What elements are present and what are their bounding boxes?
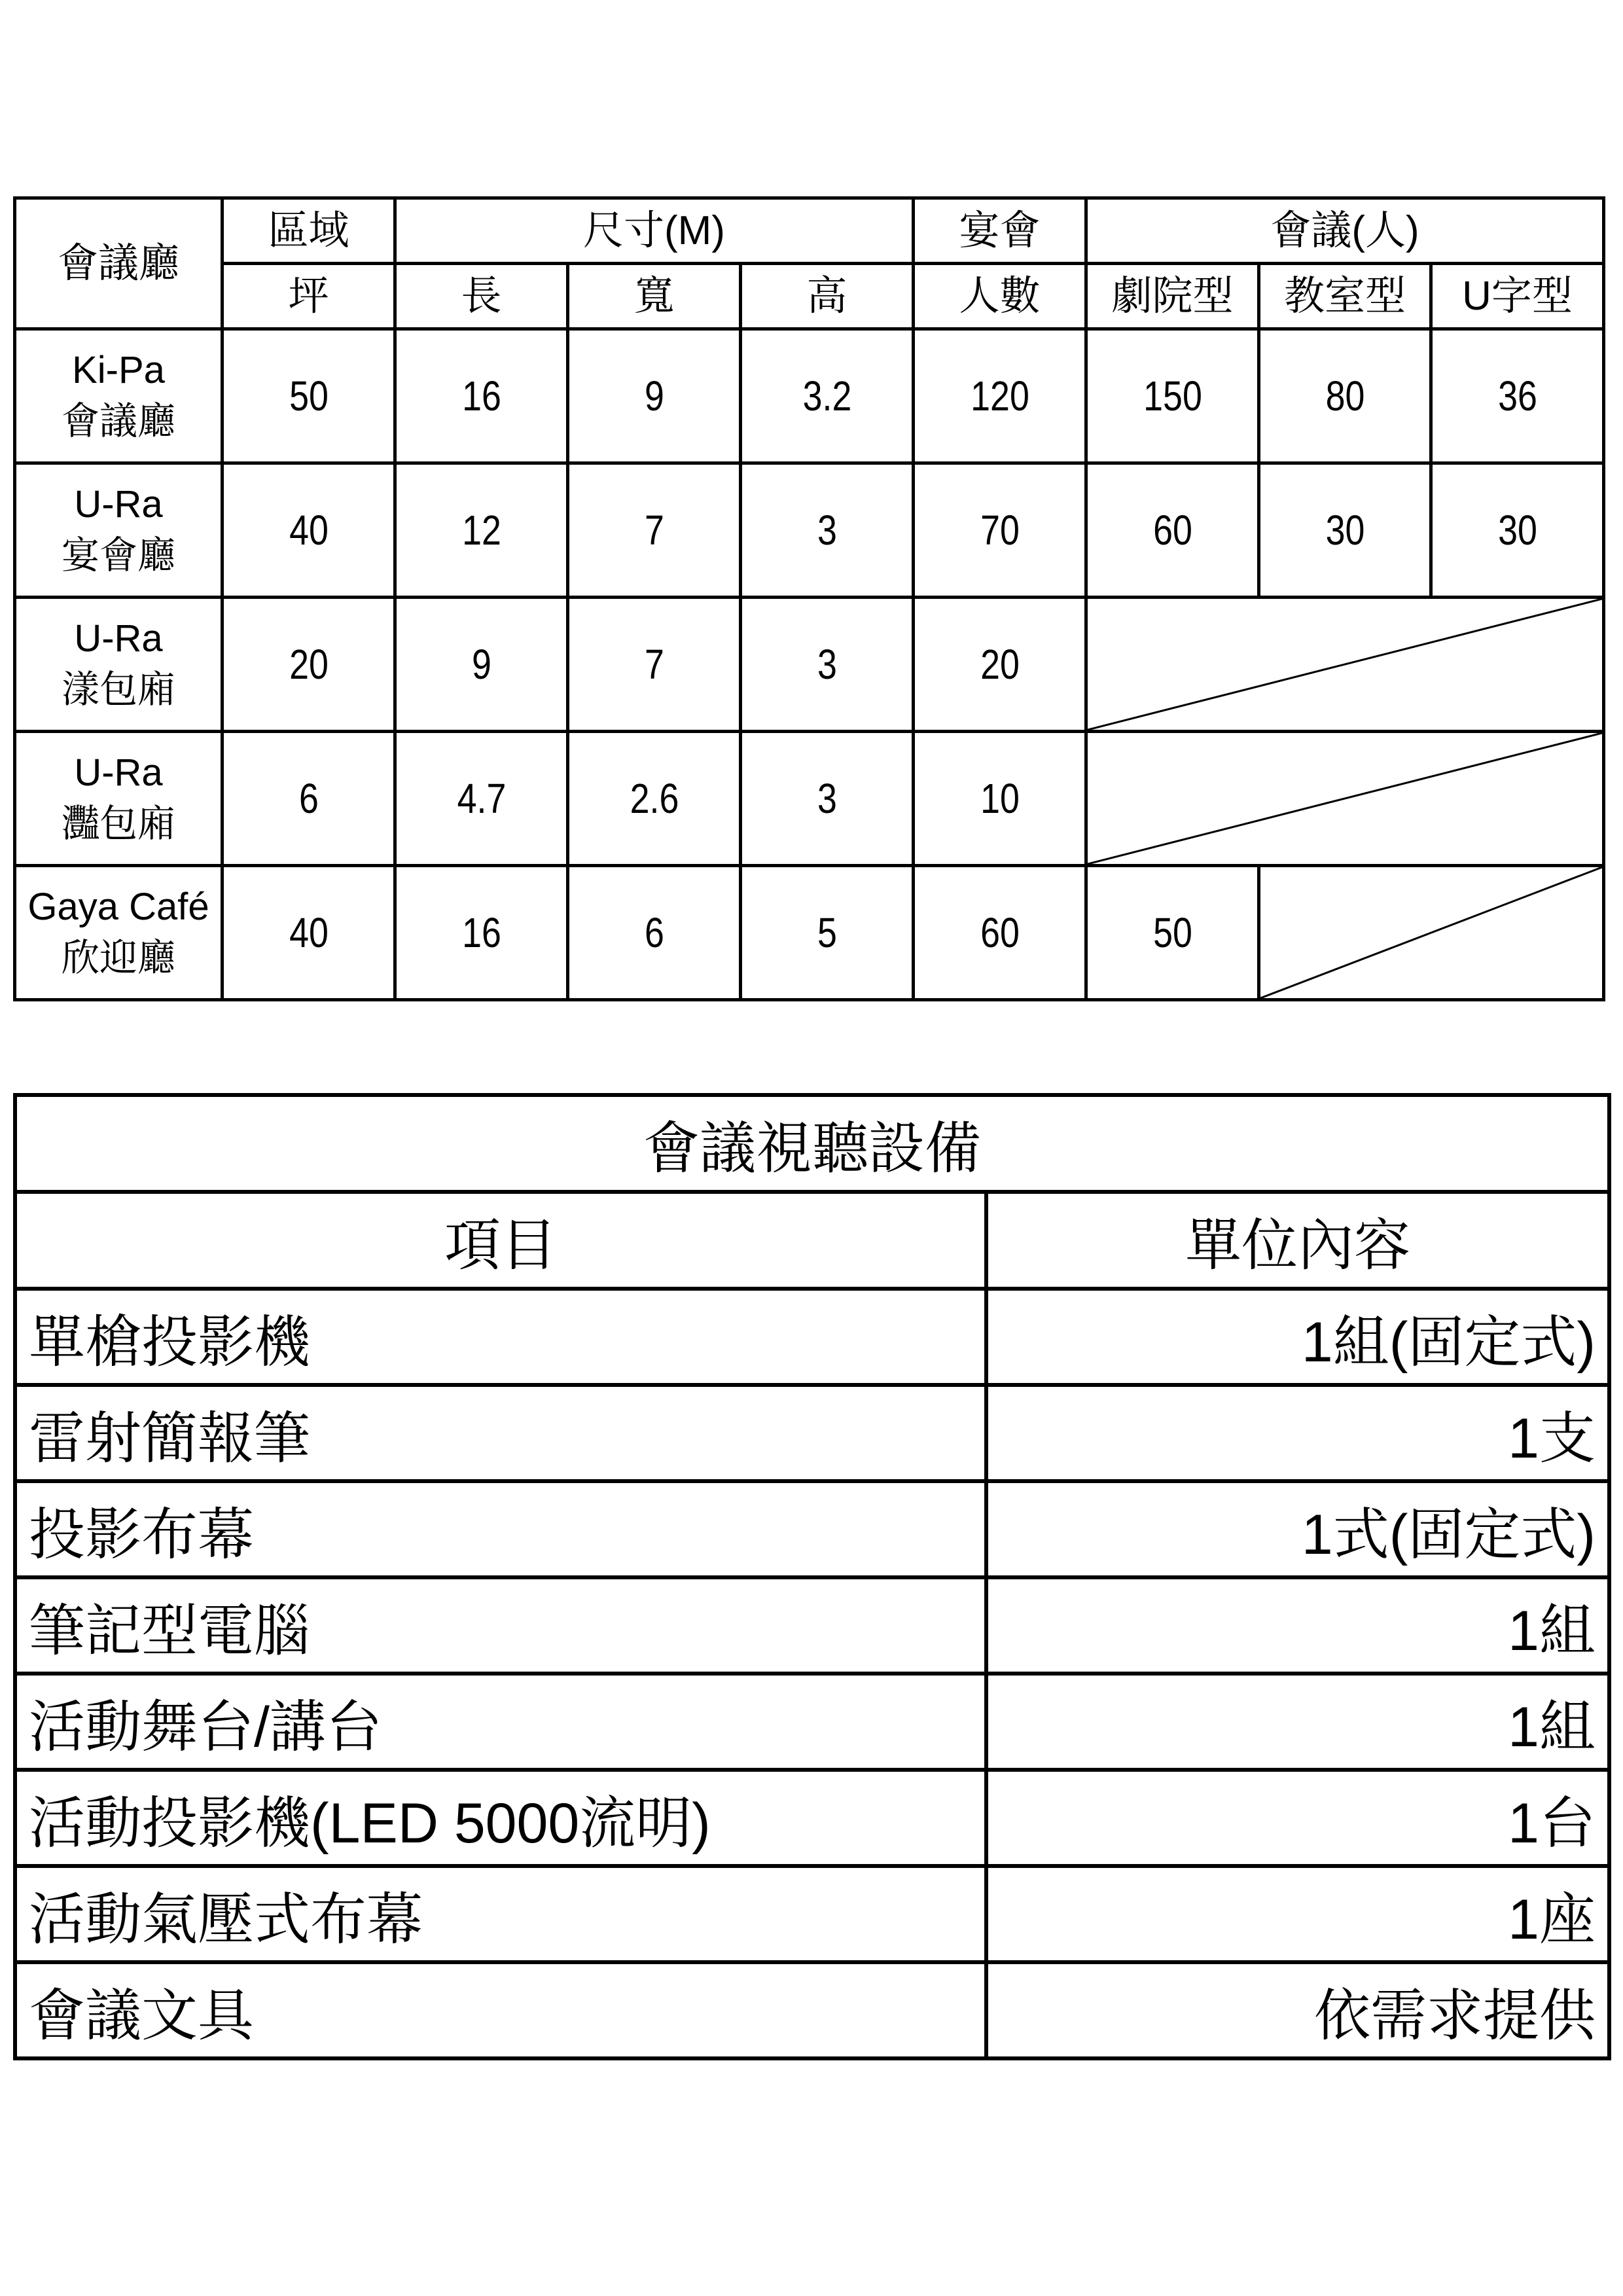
table-row xyxy=(15,1289,1609,1385)
room-name-line1: U-Ra xyxy=(74,617,163,660)
equipment-unit: 1台 xyxy=(986,1770,1609,1866)
table-row xyxy=(15,329,1604,463)
cell-length: 4.7 xyxy=(409,732,554,866)
cell-banquet: 20 xyxy=(927,598,1073,732)
diagonal-slash-line xyxy=(1088,599,1602,730)
cell-length: 12 xyxy=(409,463,554,598)
room-name-line1: U-Ra xyxy=(74,482,163,526)
cell-classroom: 80 xyxy=(1273,329,1418,463)
equipment-unit: 1座 xyxy=(986,1866,1609,1962)
room-name-line2: 會議廳 xyxy=(61,400,175,442)
room-name xyxy=(15,598,223,732)
equipment-name: 筆記型電腦 xyxy=(15,1577,986,1674)
room-name-line2: 灩包廂 xyxy=(61,802,175,845)
room-name-line1: U-Ra xyxy=(74,751,163,794)
cell-length: 16 xyxy=(409,866,554,1000)
equipment-unit: 1支 xyxy=(986,1385,1609,1481)
equipment-name: 活動氣壓式布幕 xyxy=(15,1866,986,1962)
header-theater: 劇院型 xyxy=(1086,264,1259,329)
cell-area: 40 xyxy=(236,866,382,1000)
table-row xyxy=(15,1866,1609,1962)
not-applicable-cell xyxy=(1086,732,1604,866)
meeting-room-spec-table xyxy=(13,196,1605,1001)
cell-theater: 50 xyxy=(1100,866,1245,1000)
cell-banquet: 120 xyxy=(927,329,1073,463)
header-room: 會議廳 xyxy=(15,198,223,329)
equipment-name: 活動舞台/講台 xyxy=(15,1674,986,1770)
column-header-item: 項目 xyxy=(15,1192,986,1289)
cell-banquet: 70 xyxy=(927,463,1073,598)
equipment-unit: 1組(固定式) xyxy=(986,1289,1609,1385)
cell-width: 9 xyxy=(582,329,727,463)
cell-width: 7 xyxy=(582,598,727,732)
table-row xyxy=(15,1577,1609,1674)
room-name xyxy=(15,732,223,866)
header-area: 區域 xyxy=(223,198,395,264)
header-area-unit: 坪 xyxy=(223,264,395,329)
cell-height: 5 xyxy=(755,866,900,1000)
equipment-name: 單槍投影機 xyxy=(15,1289,986,1385)
cell-area: 50 xyxy=(236,329,382,463)
diagonal-slash-line xyxy=(1088,733,1602,864)
cell-height: 3 xyxy=(755,732,900,866)
cell-width: 7 xyxy=(582,463,727,598)
diagonal-slash-line xyxy=(1260,867,1602,998)
equipment-unit: 1組 xyxy=(986,1577,1609,1674)
table-row xyxy=(15,1674,1609,1770)
header-width: 寬 xyxy=(568,264,741,329)
header-banquet-people: 人數 xyxy=(914,264,1086,329)
cell-u-shape: 36 xyxy=(1445,329,1590,463)
cell-u-shape: 30 xyxy=(1445,463,1590,598)
room-name-line2: 漾包廂 xyxy=(61,668,175,711)
room-name-line2: 宴會廳 xyxy=(61,534,175,577)
equipment-name: 活動投影機(LED 5000流明) xyxy=(15,1770,986,1866)
equipment-unit: 1式(固定式) xyxy=(986,1481,1609,1577)
header-size: 尺寸(M) xyxy=(395,198,914,264)
not-applicable-cell xyxy=(1259,866,1604,1000)
not-applicable-cell xyxy=(1086,598,1604,732)
table-row xyxy=(15,1962,1609,2058)
room-name-line2: 欣迎廳 xyxy=(61,937,175,979)
av-equipment-table xyxy=(13,1093,1611,2060)
header-banquet: 宴會 xyxy=(914,198,1086,264)
cell-area: 6 xyxy=(236,732,382,866)
table-row xyxy=(15,1481,1609,1577)
equipment-unit: 依需求提供 xyxy=(986,1962,1609,2058)
equipment-name: 投影布幕 xyxy=(15,1481,986,1577)
table-row xyxy=(15,1385,1609,1481)
column-header-unit: 單位內容 xyxy=(986,1192,1609,1289)
cell-theater: 150 xyxy=(1100,329,1245,463)
room-name-line1: Gaya Café xyxy=(27,885,209,928)
room-name xyxy=(15,866,223,1000)
cell-banquet: 10 xyxy=(927,732,1073,866)
equipment-table-title: 會議視聽設備 xyxy=(15,1095,1609,1192)
cell-length: 16 xyxy=(409,329,554,463)
cell-theater: 60 xyxy=(1100,463,1245,598)
cell-height: 3 xyxy=(755,463,900,598)
table-row xyxy=(15,598,1604,732)
cell-banquet: 60 xyxy=(927,866,1073,1000)
table-row xyxy=(15,732,1604,866)
header-u-shape: U字型 xyxy=(1431,264,1604,329)
equipment-name: 雷射簡報筆 xyxy=(15,1385,986,1481)
header-length: 長 xyxy=(395,264,568,329)
cell-height: 3 xyxy=(755,598,900,732)
room-name xyxy=(15,329,223,463)
equipment-unit: 1組 xyxy=(986,1674,1609,1770)
header-meeting: 會議(人) xyxy=(1086,198,1604,264)
cell-width: 6 xyxy=(582,866,727,1000)
cell-area: 40 xyxy=(236,463,382,598)
cell-height: 3.2 xyxy=(755,329,900,463)
equipment-name: 會議文具 xyxy=(15,1962,986,2058)
table-row xyxy=(15,1770,1609,1866)
header-classroom: 教室型 xyxy=(1259,264,1431,329)
cell-width: 2.6 xyxy=(582,732,727,866)
table-row xyxy=(15,463,1604,598)
header-height: 高 xyxy=(741,264,914,329)
cell-classroom: 30 xyxy=(1273,463,1418,598)
cell-area: 20 xyxy=(236,598,382,732)
cell-length: 9 xyxy=(409,598,554,732)
table-row xyxy=(15,866,1604,1000)
room-name-line1: Ki-Pa xyxy=(72,348,165,391)
room-name xyxy=(15,463,223,598)
